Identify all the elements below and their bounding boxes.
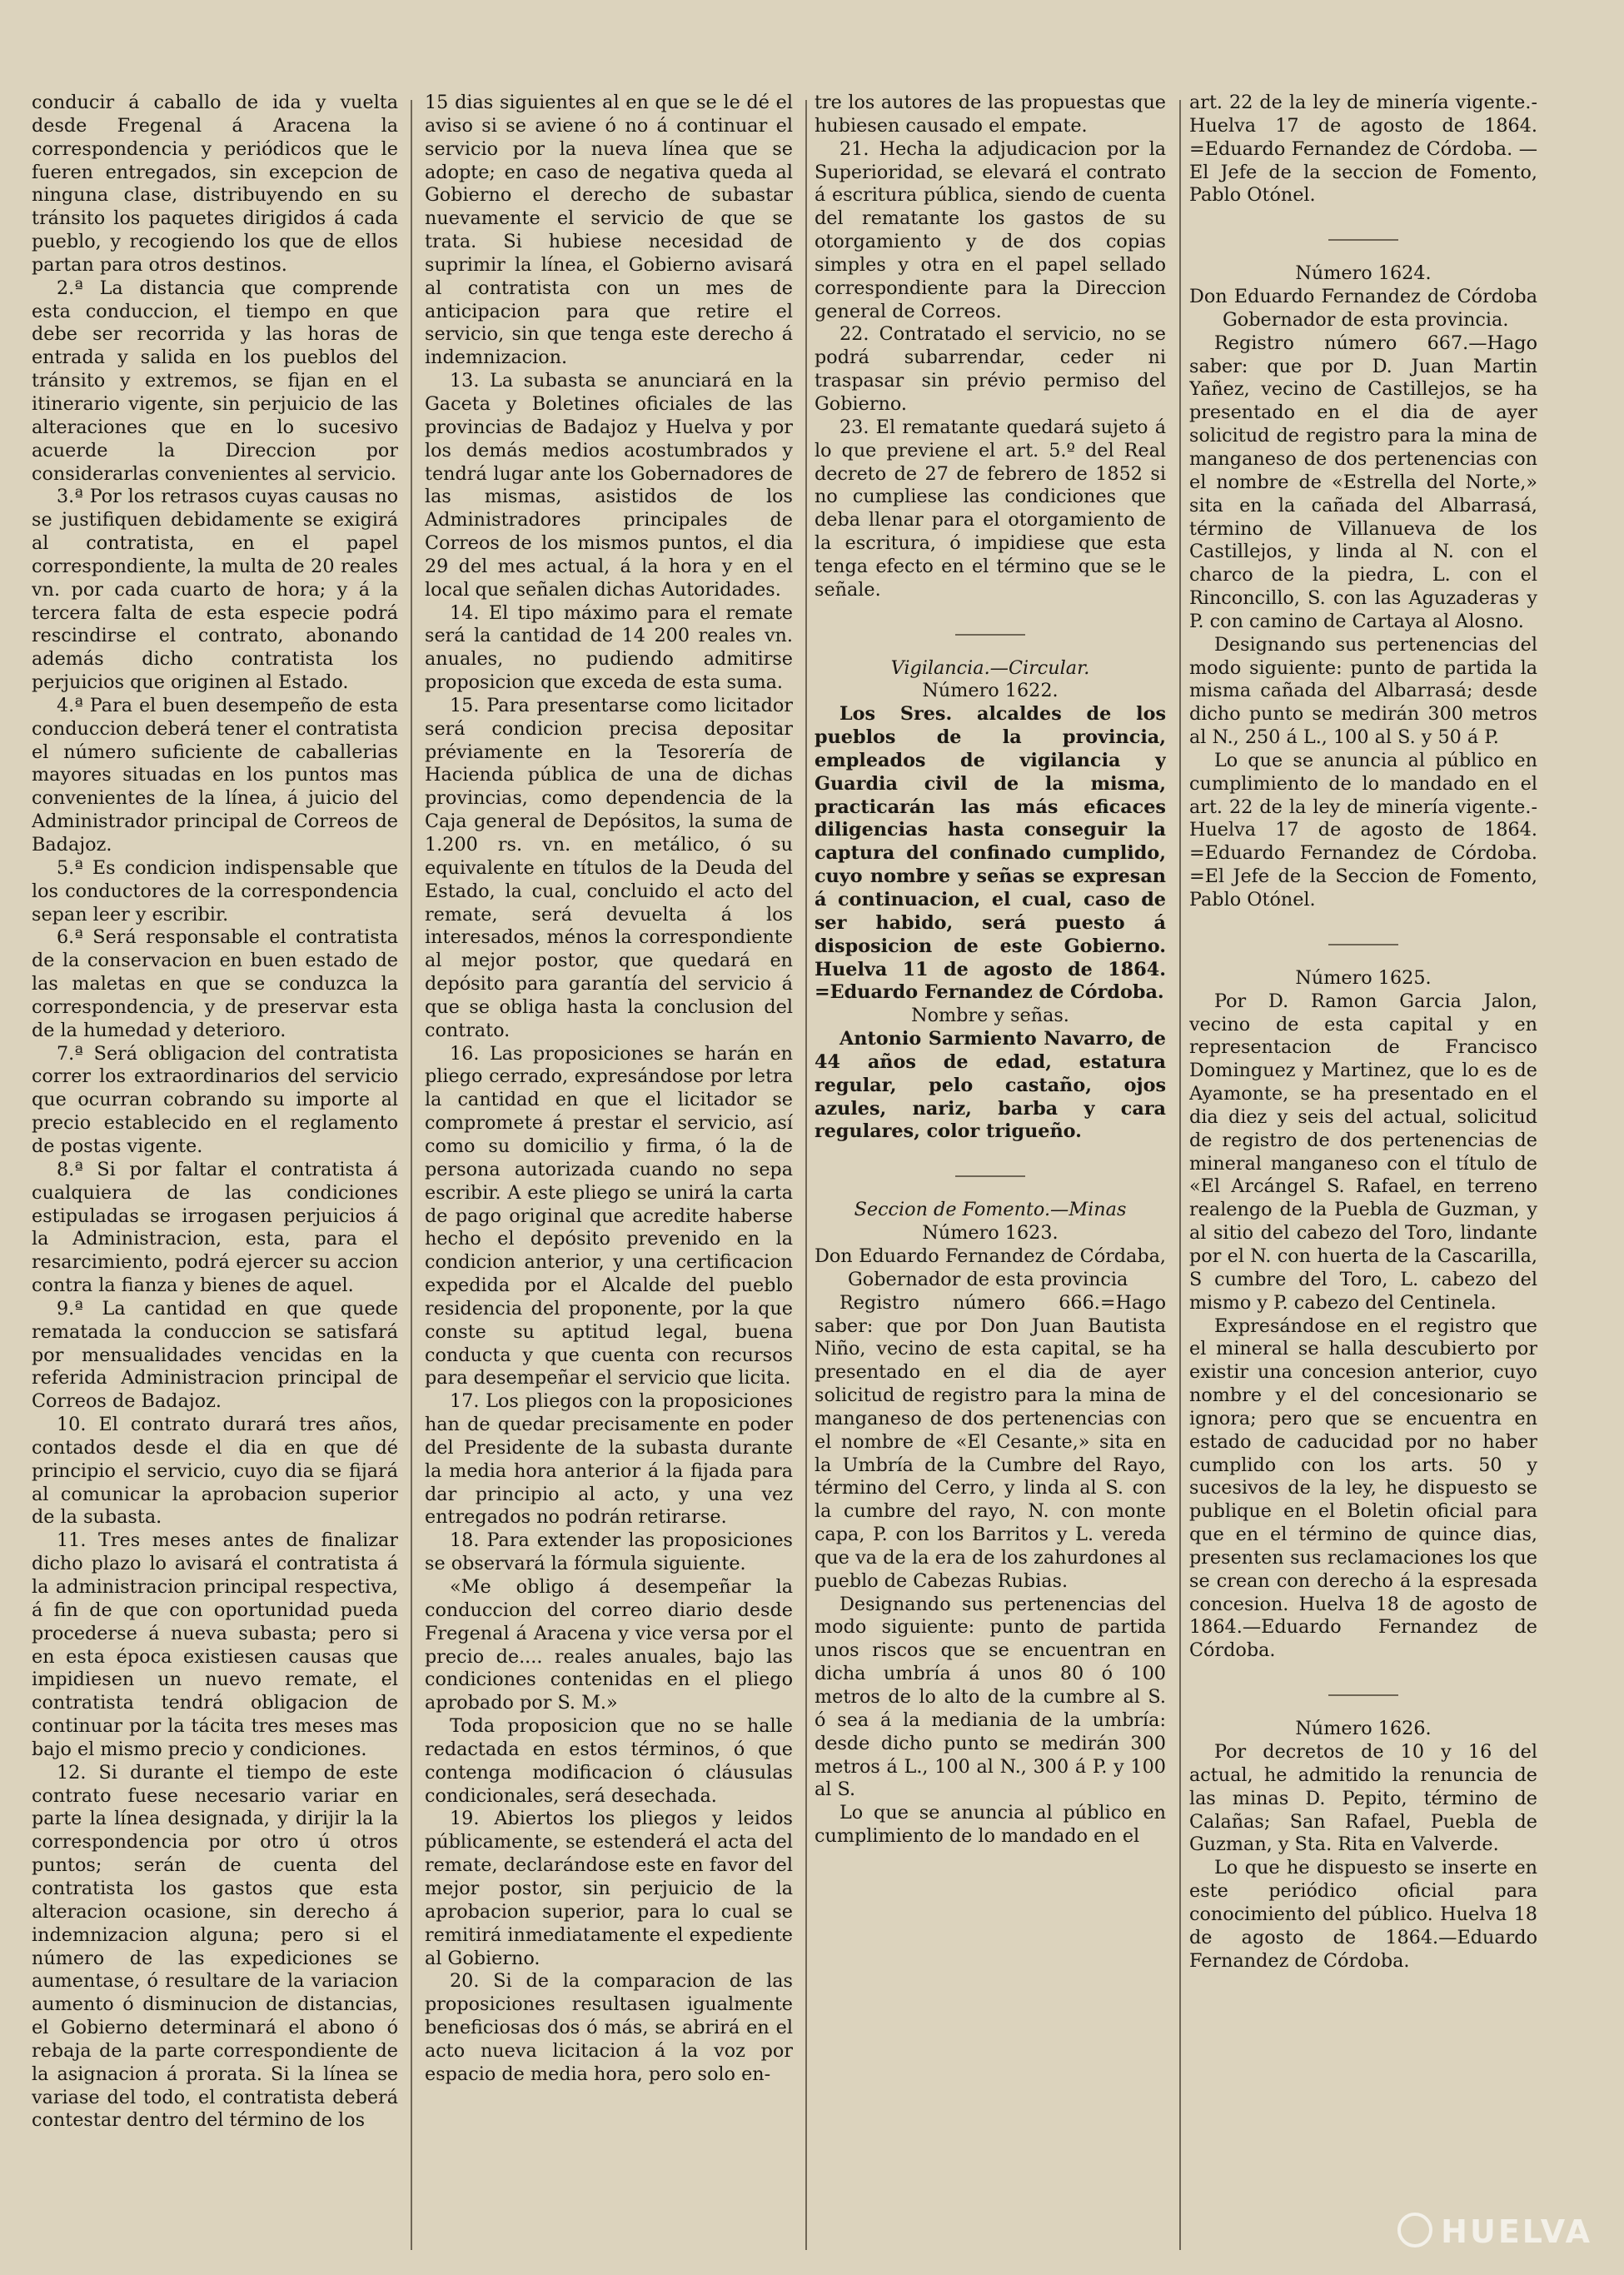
paragraph: 17. Los pliegos con la proposiciones han de quedar precisamente en poder del Presidente de la subasta durante la media hora anterior á la fijada para dar principio al acto, y una vez entregados no podrán retirarse.	[425, 1390, 793, 1529]
paragraph: 18. Para extender las proposiciones se observará la fórmula siguiente.	[425, 1529, 793, 1575]
column-rule	[411, 100, 412, 2250]
column-2	[425, 92, 793, 2263]
paragraph: conducir á caballo de ida y vuelta desde Fregenal á Aracena la correspondencia y periódicos que le fueren entregados, sin excepcion de ninguna clase, distribuyendo en su tránsito los paquetes dirigidos á cada pueblo, y recogiendo los que de ellos partan para otros destinos.	[32, 92, 398, 276]
paragraph: Lo que he dispuesto se inserte en este periódico oficial para conocimiento del público. Huelva 18 de agosto de 1864.—Eduardo Fernandez de Córdoba.	[1189, 1857, 1537, 1972]
description-text: Antonio Sarmiento Navarro, de 44 años de edad, estatura regular, pelo castaño, ojos azules, nariz, barba y cara regulares, color trigueño.	[814, 1028, 1166, 1143]
paragraph: 3.ª Por los retrasos cuyas causas no se justifiquen debidamente se exigirá al contratista, en el papel correspondiente, la multa de 20 reales vn. por cada cuarto de hora; y á la tercera falta de esta especie podrá rescindirse el contrato, abonando además dicho contratista los perjuicios que originen al Estado.	[32, 486, 398, 694]
watermark-text: HUELVA	[1441, 2213, 1592, 2250]
paragraph: Registro número 666.=Hago saber: que por Don Juan Bautista Niño, vecino de esta capital, se ha presentado en el dia de ayer solicitud de registro para la mina de manganeso de dos pertenencias con el nombre de «El Cesante,» sita en la Umbría de la Cumbre del Rayo, término del Cerro, y linda al S. con la cumbre del rayo, N. con monte capa, P. con los Barritos y L. vereda que va de la era de los zahurdones al pueblo de Cabezas Rubias.	[814, 1291, 1166, 1592]
paragraph: Toda proposicion que no se halle redactada en estos términos, ó que contenga modificacion ó cláusulas condicionales, será desechada.	[425, 1715, 793, 1807]
notice-number-1625: Número 1625.	[1295, 966, 1432, 989]
paragraph: Por decretos de 10 y 16 del actual, he admitido la renuncia de las minas D. Pepito, término de Calañas; San Rafael, Puebla de Guzman, y Sta. Rita en Valverde.	[1189, 1741, 1537, 1856]
paragraph: tre los autores de las propuestas que hubiesen causado el empate.	[814, 92, 1166, 137]
paragraph: Por D. Ramon Garcia Jalon, vecino de esta capital y en representacion de Francisco Dominguez y Martinez, que lo es de Ayamonte, se ha presentado en el dia diez y seis del actual, solicitud de registro de dos pertenencias de mineral manganeso con el título de «El Arcángel S. Rafael, en terreno realengo de la Puebla de Guzman, y al sitio del cabezo del Toro, lindante por el N. con huerta de la Cascarilla, S cumbre del Toro, L. cabezo del mismo y P. cabezo del Centinela.	[1189, 990, 1537, 1314]
paragraph: Lo que se anuncia al público en cumplimiento de lo mandado en el	[814, 1802, 1166, 1848]
paragraph: 13. La subasta se anunciará en la Gaceta y Boletines oficiales de las provincias de Badajoz y Huelva y por los demás medios acostumbrados y tendrá lugar ante los Gobernadores de las mismas, asistidos de los Administradores principales de Correos de los mismos puntos, el dia 29 del mes actual, á la hora y en el local que señalen dichas Autoridades.	[425, 370, 793, 601]
paragraph: 20. Si de la comparacion de las proposiciones resultasen igualmente beneficiosas dos ó más, se abrirá en el acto nueva licitacion á la voz por espacio de media hora, pero solo en-	[425, 1970, 793, 2085]
paragraph: 15. Para presentarse como licitador será condicion precisa depositar préviamente en la Tesorería de Hacienda pública de una de dichas provincias, como dependencia de la Caja general de Depósitos, la suma de 1.200 rs. vn. en metálico, ó su equivalente en títulos de la Deuda del Estado, la cual, concluido el acto del remate, será devuelta á los interesados, ménos la correspondiente al mejor postor, que quedará en depósito para garantía del servicio á que se obliga hasta la conclusion del contrato.	[425, 694, 793, 1041]
paragraph: 22. Contratado el servicio, no se podrá subarrendar, ceder ni traspasar sin prévio permiso del Gobierno.	[814, 323, 1166, 415]
circular-text: Los Sres. alcaldes de los pueblos de la provincia, empleados de vigilancia y Guardia civil de la misma, practicarán las más eficaces diligencias hasta conseguir la captura del confinado cumplido, cuyo nombre y señas se expresan á continuacion, el cual, caso de ser habido, será puesto á disposicion de este Gobierno. Huelva 11 de agosto de 1864. =Eduardo Fernandez de Córdoba.	[814, 703, 1166, 1004]
section-heading-vigilancia: Vigilancia.—Circular.	[890, 656, 1090, 679]
paragraph: Expresándose en el registro que el mineral se halla descubierto por existir una concesion anterior, cuyo nombre y el del concesionario se ignora; pero que se encuentra en estado de caducidad por no haber cumplido con los arts. 50 y sucesivos de la ley, he dispuesto se publique en el Boletin oficial para que en el término de quince dias, presenten sus reclamaciones los que se crean con derecho á la espresada concesion. Huelva 18 de agosto de 1864.—Eduardo Fernandez de Córdoba.	[1189, 1315, 1537, 1662]
paragraph: 2.ª La distancia que comprende esta conduccion, el tiempo en que debe ser recorrida y las horas de entrada y salida en los pueblos del tránsito y extremos, se fijan en el itinerario vigente, sin perjuicio de las alteraciones que en lo sucesivo acuerde la Direccion por considerarlas convenientes al servicio.	[32, 277, 398, 485]
column-4	[1189, 92, 1537, 2263]
column-3	[814, 92, 1166, 2263]
paragraph: 19. Abiertos los pliegos y leidos públicamente, se estenderá el acta del remate, declarándose este en favor del mejor postor, sin perjuicio de la aprobacion superior, para lo cual se remitirá inmediatamente el expediente al Gobierno.	[425, 1808, 793, 1969]
paragraph: Designando sus pertenencias del modo siguiente: punto de partida unos riscos que se encuentran en dicha umbría á unos 80 ó 100 metros de lo alto de la cumbre al S. ó sea á la mediania de la umbría: desde dicho punto se medirán 300 metros á L., 100 al N., 300 á P. y 100 al S.	[814, 1593, 1166, 1801]
governor-heading: Don Eduardo Fernandez de Córdoba Gobernador de esta provincia.	[1189, 286, 1537, 331]
section-divider	[955, 1175, 1025, 1177]
paragraph: Designando sus pertenencias del modo siguiente: punto de partida la misma cañada del Albarrasá; desde dicho punto se medirán 300 metros al N., 250 á L., 100 al S. y 50 á P.	[1189, 633, 1537, 749]
paragraph: art. 22 de la ley de minería vigente.-Huelva 17 de agosto de 1864. =Eduardo Fernandez de Córdoba. —El Jefe de la seccion de Fomento, Pablo Otónel.	[1189, 92, 1537, 207]
section-divider	[1328, 239, 1398, 241]
section-heading-fomento: Seccion de Fomento.—Minas	[854, 1199, 1127, 1221]
paragraph: Lo que se anuncia al público en cumplimiento de lo mandado en el art. 22 de la ley de minería vigente.-Huelva 17 de agosto de 1864. =Eduardo Fernandez de Córdoba. =El Jefe de la Seccion de Fomento, Pablo Otónel.	[1189, 749, 1537, 910]
paragraph: Registro número 667.—Hago saber: que por D. Juan Martin Yañez, vecino de Castillejos, se ha presentado en el dia de ayer solicitud de registro para la mina de manganeso de dos pertenencias con el nombre de «Estrella del Norte,» sita en la cañada del Albarrasá, término de Villanueva de los Castillejos, y linda al N. con el charco de la piedra, L. con el Rinconcillo, S. con las Aguzaderas y P. con camino de Cartaya al Alosno.	[1189, 332, 1537, 632]
paragraph: 12. Si durante el tiempo de este contrato fuese necesario variar en parte la línea designada, y dirijir la la correspondencia por otro ú otros puntos; serán de cuenta del contratista los gastos que esta alteracion ocasione, sin derecho á indemnizacion alguna; pero si el número de las expediciones se aumentase, ó resultare de la variacion aumento ó disminucion de distancias, el Gobierno determinará el abono ó rebaja de la parte correspondiente de la asignacion á prorata. Si la línea se variase del todo, el contratista deberá contestar dentro del término de los	[32, 1761, 398, 2132]
governor-heading: Don Eduardo Fernandez de Córdaba, Gobernador de esta provincia	[814, 1245, 1166, 1290]
paragraph: 15 dias siguientes al en que se le dé el aviso si se aviene ó no á continuar el servicio por la nueva línea que se adopte; en caso de negativa queda al Gobierno el derecho de subastar nuevamente el servicio de que se trata. Si hubiese necesidad de suprimir la línea, el Gobierno avisará al contratista con un mes de anticipacion para que retire el servicio, sin que tenga este derecho á indemnizacion.	[425, 92, 793, 369]
column-1	[32, 92, 398, 2263]
notice-number-1623: Número 1623.	[922, 1222, 1059, 1245]
notice-number-1622: Número 1622.	[922, 680, 1059, 702]
paragraph: 21. Hecha la adjudicacion por la Superioridad, se elevará el contrato á escritura pública, siendo de cuenta del rematante los gastos de su otorgamiento y de dos copias simples y otra en el papel sellado correspondiente para la Direccion general de Correos.	[814, 137, 1166, 322]
notice-number-1626: Número 1626.	[1295, 1718, 1432, 1740]
notice-number-1624: Número 1624.	[1295, 262, 1432, 285]
huelva-watermark	[1397, 2213, 1592, 2250]
paragraph: 9.ª La cantidad en que quede rematada la conduccion se satisfará por mensualidades vencidas en la referida Administracion principal de Correos de Badajoz.	[32, 1297, 398, 1413]
paragraph: «Me obligo á desempeñar la conduccion del correo diario desde Fregenal á Aracena y vice versa por el precio de.... reales anuales, bajo las condiciones contenidas en el pliego aprobado por S. M.»	[425, 1576, 793, 1714]
paragraph: 4.ª Para el buen desempeño de esta conduccion deberá tener el contratista el número suficiente de caballerias mayores situadas en los puntos mas convenientes de la línea, á juicio del Administrador principal de Correos de Badajoz.	[32, 694, 398, 856]
section-divider	[1328, 1694, 1398, 1696]
nombre-heading: Nombre y señas.	[911, 1005, 1069, 1027]
paragraph: 5.ª Es condicion indispensable que los conductores de la correspondencia sepan leer y escribir.	[32, 856, 398, 925]
paragraph: 6.ª Será responsable el contratista de la conservacion en buen estado de las maletas en que se conduzca la correspondencia, y de preservar esta de la humedad y deterioro.	[32, 926, 398, 1041]
column-rule	[805, 100, 807, 2250]
paragraph: 23. El rematante quedará sujeto á lo que previene el art. 5.º del Real decreto de 27 de febrero de 1852 si no cumpliese las condiciones que deba llenar para el otorgamiento de la escritura, ó impidiese que esta tenga efecto en el término que se le señale.	[814, 416, 1166, 601]
paragraph: 14. El tipo máximo para el remate será la cantidad de 14 200 reales vn. anuales, no pudiendo admitirse proposicion que exceda de esta suma.	[425, 601, 793, 694]
paragraph: 11. Tres meses antes de finalizar dicho plazo lo avisará el contratista á la administracion principal respectiva, á fin de que con oportunidad pueda procederse á nueva subasta; pero si en esta época existiesen causas que impidiesen un nuevo remate, el contratista tendrá obligacion de continuar por la tácita tres meses mas bajo el mismo precio y condiciones.	[32, 1529, 398, 1760]
huelva-logo-icon	[1397, 2213, 1432, 2248]
paragraph: 8.ª Si por faltar el contratista á cualquiera de las condiciones estipuladas se irrogasen perjuicios á la Administracion, esta, para el resarcimiento, podrá ejercer su accion contra la fianza y bienes de aquel.	[32, 1158, 398, 1297]
paragraph: 7.ª Será obligacion del contratista correr los extraordinarios del servicio que ocurran cobrando su importe al precio establecido en el reglamento de postas vigente.	[32, 1042, 398, 1157]
column-rule	[1179, 100, 1181, 2250]
paragraph: 10. El contrato durará tres años, contados desde el dia en que dé principio el servicio, cuyo dia se fijará al comunicar la aprobacion superior de la subasta.	[32, 1414, 398, 1529]
section-divider	[955, 634, 1025, 636]
section-divider	[1328, 944, 1398, 945]
paragraph: 16. Las proposiciones se harán en pliego cerrado, expresándose por letra la cantidad en que el licitador se compromete á prestar el servicio, así como su domicilio y firma, ó la de persona autorizada cuando no sepa escribir. A este pliego se unirá la carta de pago original que acredite haberse hecho el depósito prevenido en la condicion anterior, y una certificacion expedida por el Alcalde del pueblo residencia del proponente, por la que conste su aptitud legal, buena conducta y que cuenta con recursos para desempeñar el servicio que licita.	[425, 1042, 793, 1389]
